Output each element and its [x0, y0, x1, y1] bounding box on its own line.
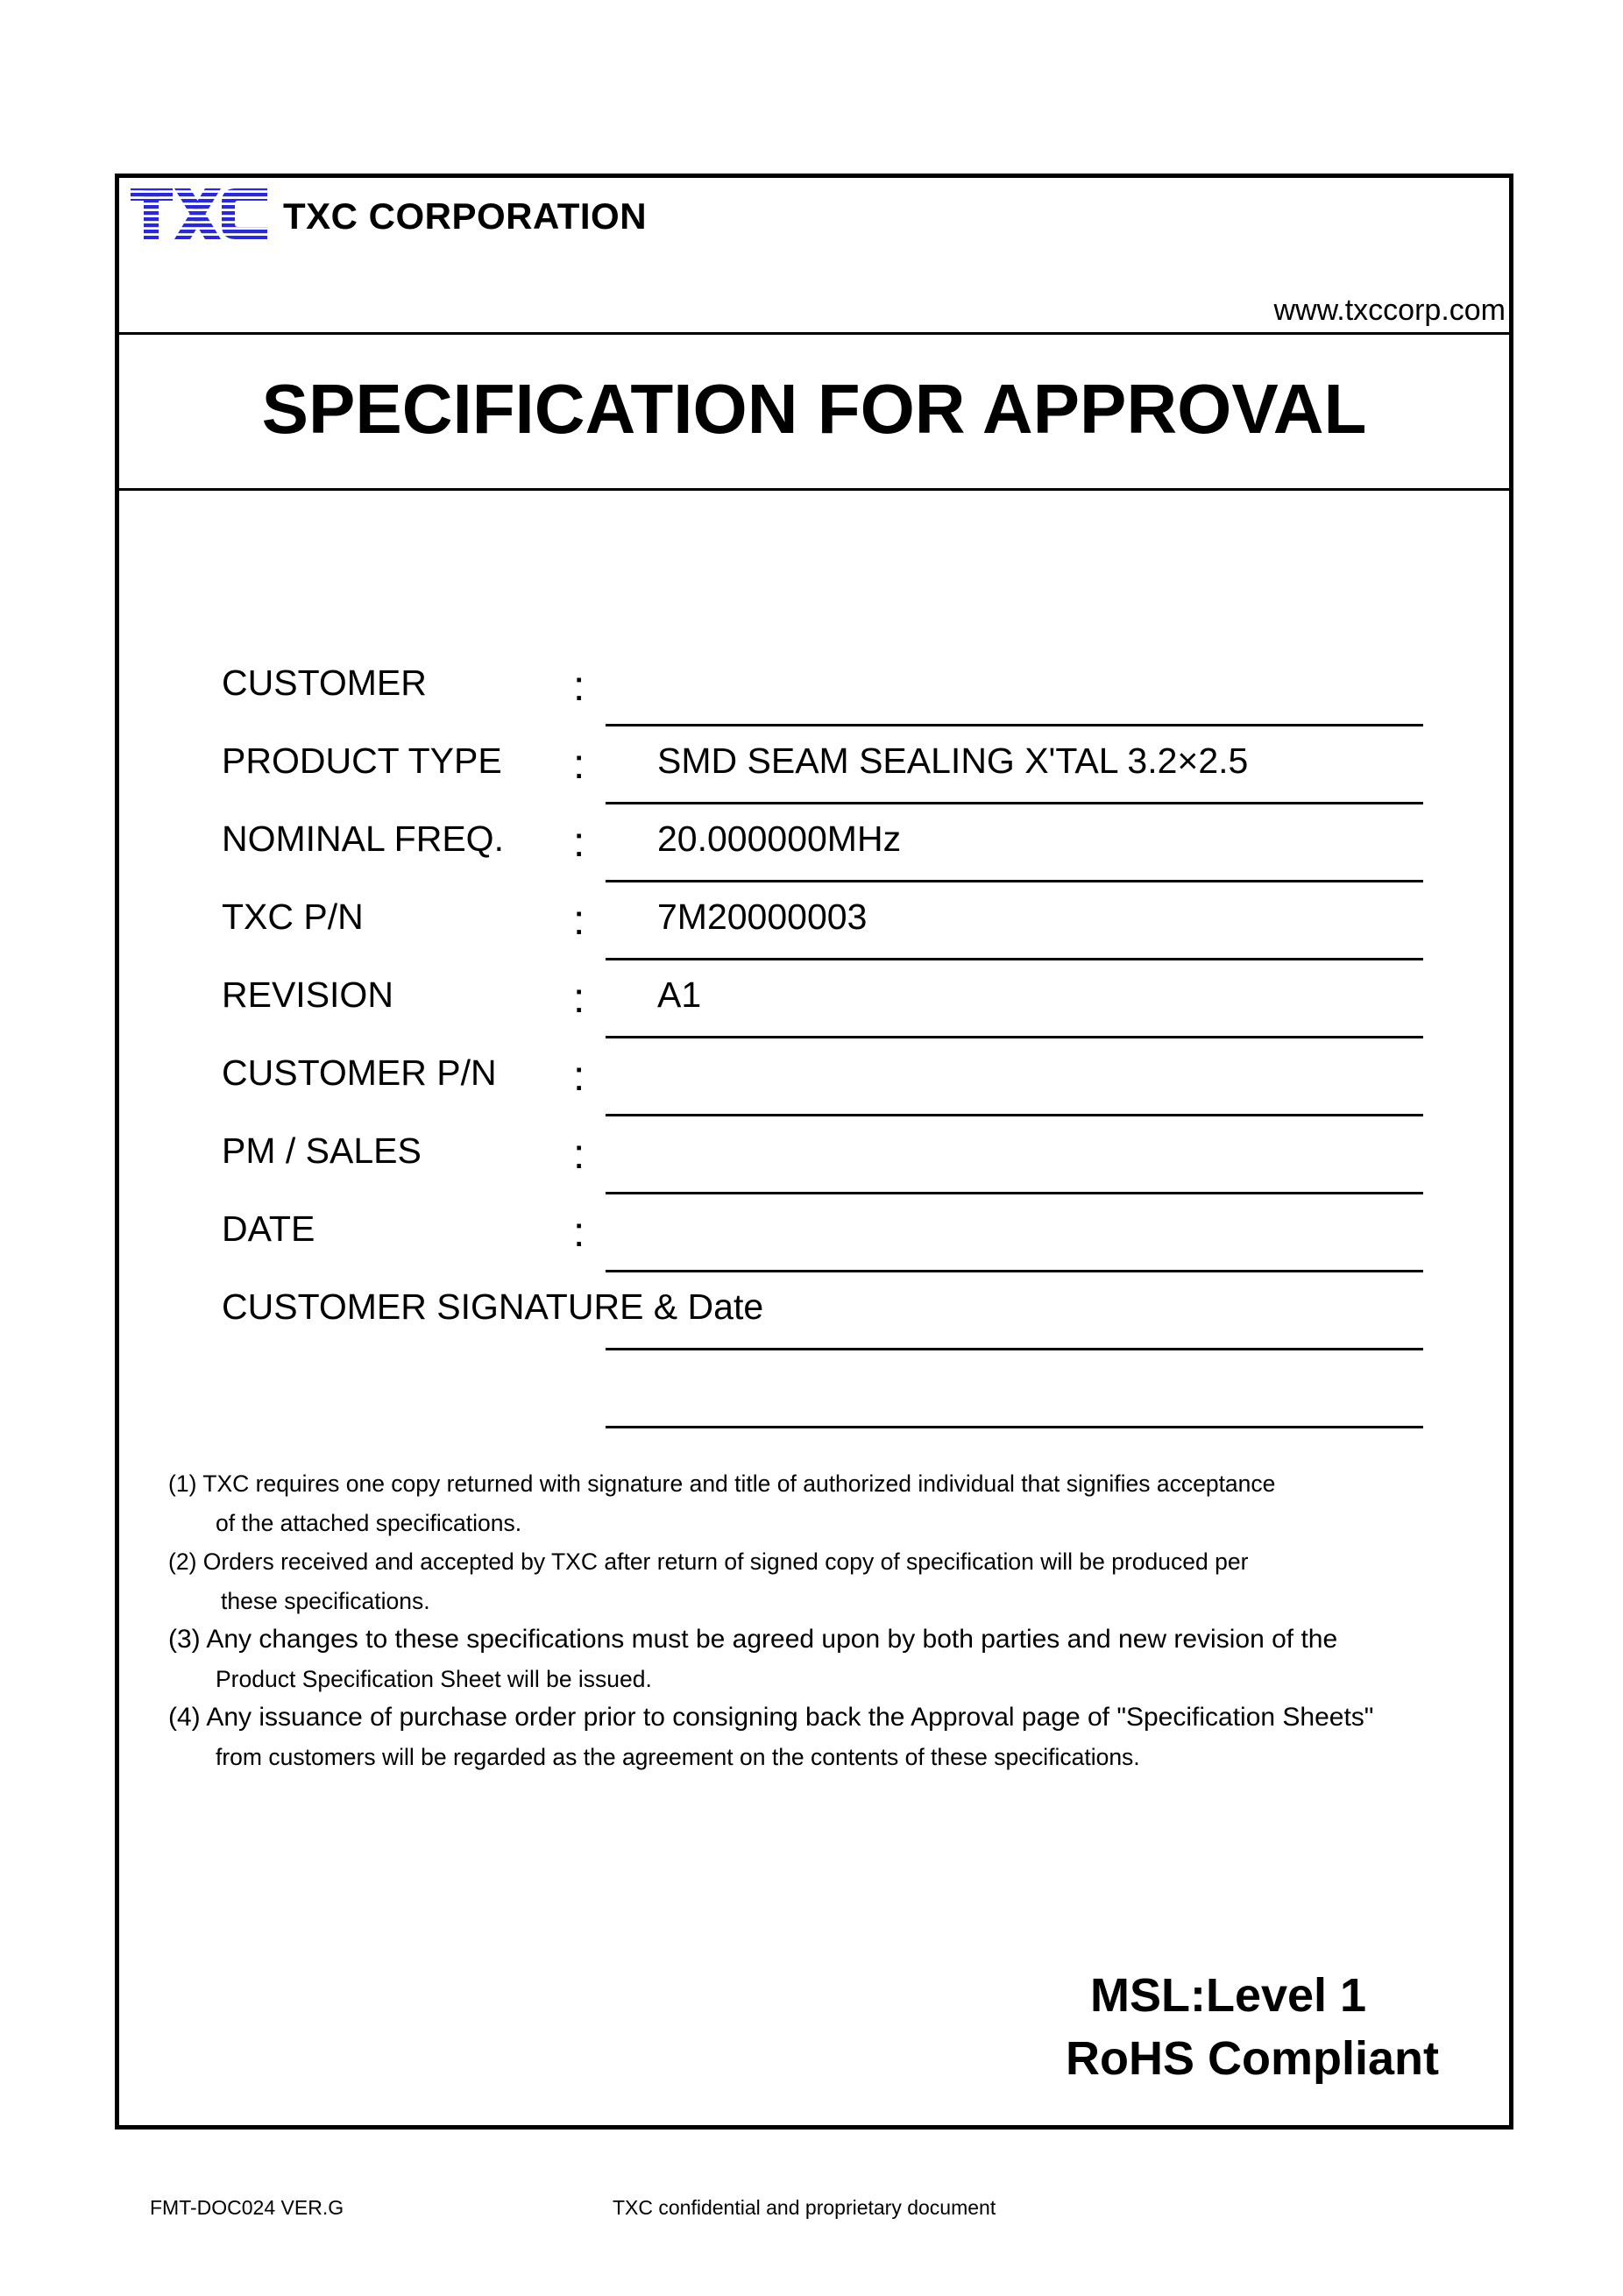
note-2-line-1: (2) Orders received and accepted by TXC after return of signed copy of specification will be produced per [168, 1548, 1249, 1575]
field-underline [606, 880, 1423, 882]
field-underline [606, 1270, 1423, 1272]
field-colon: : [573, 1131, 585, 1178]
field-value-product-type: SMD SEAM SEALING X'TAL 3.2×2.5 [657, 741, 1249, 781]
field-underline [606, 1192, 1423, 1194]
signature-label: CUSTOMER SIGNATURE & Date [222, 1286, 764, 1327]
field-value-nominal-freq: 20.000000MHz [657, 818, 902, 859]
field-label-customer: CUSTOMER [222, 663, 427, 703]
field-underline [606, 1036, 1423, 1038]
website-link[interactable]: www.txccorp.com [1273, 294, 1506, 327]
doc-code: FMT-DOC024 VER.G [150, 2196, 344, 2219]
field-underline [606, 958, 1423, 960]
field-label-nominal-freq: NOMINAL FREQ. [222, 818, 504, 859]
confidential-note: TXC confidential and proprietary document [613, 2196, 996, 2219]
signature-underline [606, 1426, 1423, 1428]
page-title: SPECIFICATION FOR APPROVAL [261, 370, 1367, 448]
field-label-pm-sales: PM / SALES [222, 1130, 422, 1171]
field-label-customer-pn: CUSTOMER P/N [222, 1052, 497, 1093]
field-value-txc-pn: 7M20000003 [657, 896, 868, 937]
note-1-line-1: (1) TXC requires one copy returned with signature and title of authorized individual that signifies acceptance [168, 1470, 1276, 1497]
header-divider [119, 332, 1509, 335]
note-2-line-2: these specifications. [221, 1588, 430, 1614]
field-colon: : [573, 663, 585, 710]
field-label-product-type: PRODUCT TYPE [222, 741, 502, 781]
note-4-line-2: from customers will be regarded as the agreement on the contents of these specifications. [216, 1744, 1140, 1770]
field-colon: : [573, 897, 585, 944]
field-underline [606, 724, 1423, 726]
field-colon: : [573, 1209, 585, 1256]
field-colon: : [573, 975, 585, 1022]
note-1-line-2: of the attached specifications. [216, 1510, 522, 1536]
field-label-txc-pn: TXC P/N [222, 896, 364, 937]
note-3-line-2: Product Specification Sheet will be issued. [216, 1666, 652, 1692]
signature-underline [606, 1348, 1423, 1350]
document-frame [115, 174, 1513, 2129]
note-3-line-1: (3) Any changes to these specifications must be agreed upon by both parties and new revision of the [168, 1625, 1338, 1654]
rohs-compliant: RoHS Compliant [1066, 2032, 1439, 2085]
field-underline [606, 1114, 1423, 1116]
field-underline [606, 802, 1423, 804]
field-label-date: DATE [222, 1208, 315, 1249]
txc-logo [129, 187, 269, 241]
field-colon: : [573, 1053, 585, 1100]
note-4-line-1: (4) Any issuance of purchase order prior to consigning back the Approval page of "Specification Sheets" [168, 1703, 1374, 1732]
title-divider [119, 488, 1509, 491]
msl-level: MSL:Level 1 [1090, 1969, 1367, 2022]
company-name: TXC CORPORATION [283, 195, 648, 237]
field-value-revision: A1 [657, 974, 702, 1015]
field-colon: : [573, 741, 585, 788]
field-colon: : [573, 819, 585, 866]
field-label-revision: REVISION [222, 974, 393, 1015]
